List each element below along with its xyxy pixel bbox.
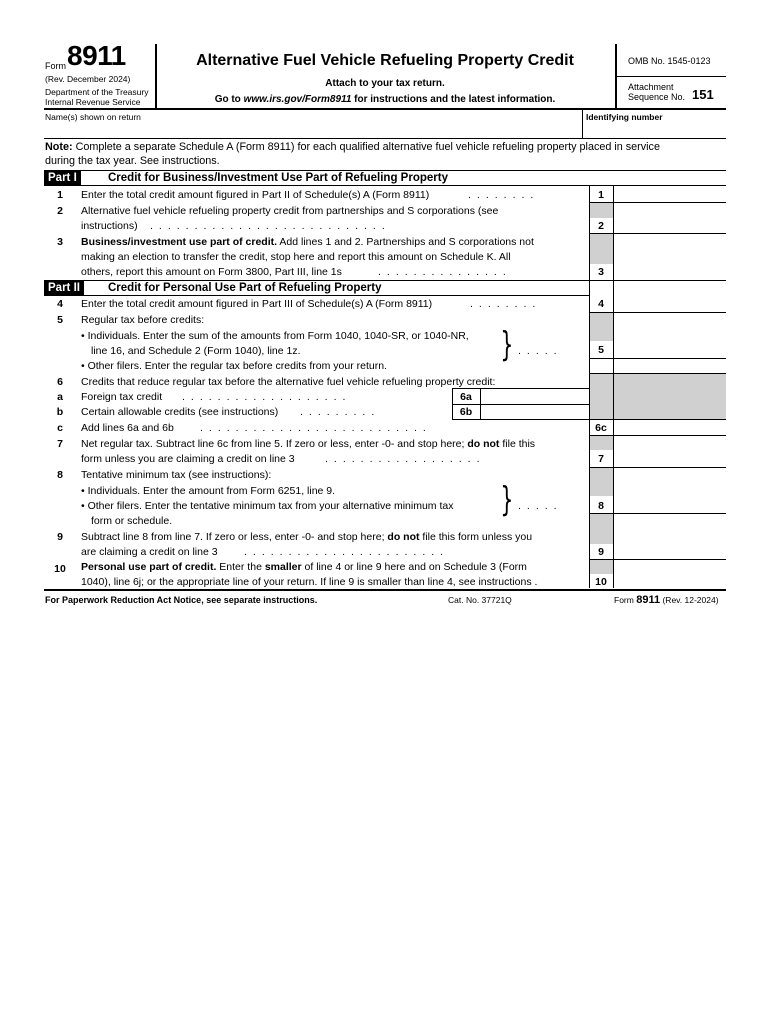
line-2-amount-field[interactable] <box>615 218 725 233</box>
line-4-box-label: 4 <box>598 298 604 310</box>
note-line-1: Note: Complete a separate Schedule A (Form 8911) for each qualified alternative fuel vehicle refueling property placed in service <box>45 141 660 153</box>
line-6a-amount-field[interactable] <box>482 389 588 403</box>
line-5-text: Regular tax before credits: <box>81 314 205 326</box>
sequence-number: 151 <box>692 87 714 102</box>
line-10-box-label: 10 <box>595 576 607 588</box>
note-line-2: during the tax year. See instructions. <box>45 155 220 167</box>
line-3-amount-field[interactable] <box>615 265 725 280</box>
omb-number: OMB No. 1545-0123 <box>628 56 711 66</box>
line-7-text-2: form unless you are claiming a credit on line 3 <box>81 453 295 465</box>
part-2-label: Part II <box>44 281 84 295</box>
irs-url-link[interactable]: www.irs.gov/Form8911 <box>243 94 352 105</box>
identifying-number-field[interactable] <box>586 122 724 136</box>
line-5-brace: } <box>500 325 514 365</box>
line-9-number: 9 <box>57 531 63 543</box>
line-6b-letter: b <box>56 406 64 418</box>
footer-form-id: Form 8911 (Rev. 12-2024) <box>614 594 719 606</box>
line-4-number: 4 <box>57 298 63 310</box>
line-7-text-1: Net regular tax. Subtract line 6c from line 5. If zero or less, enter -0- and stop here; do not file this <box>81 438 536 450</box>
line-3-text-3: others, report this amount on Form 3800, Part III, line 1s <box>81 266 342 278</box>
line-1-number: 1 <box>57 189 63 201</box>
line-8-bullet-2b: form or schedule. <box>91 515 173 527</box>
line-5-number: 5 <box>57 314 63 326</box>
line-1-amount-field[interactable] <box>615 186 725 202</box>
part-1-title: Credit for Business/Investment Use Part of Refueling Property <box>108 172 448 184</box>
line-10-text-2: 1040), line 6j; or the appropriate line of your return. If line 9 is smaller than line 4, see instructions . <box>81 576 538 588</box>
line-6b-text: Certain allowable credits (see instructions) <box>81 406 279 418</box>
goto-instruction: Go to www.irs.gov/Form8911 for instructions and the latest information. <box>214 94 556 105</box>
form-title: Alternative Fuel Vehicle Refueling Property Credit <box>196 52 574 69</box>
attachment-label: Attachment <box>628 82 674 92</box>
line-6-number: 6 <box>57 376 63 388</box>
line-10-text-1: Personal use part of credit. Enter the smaller of line 4 or line 9 here and on Schedule 3 (Form <box>81 561 527 573</box>
line-5-box-label: 5 <box>598 344 604 356</box>
line-4-leader: ........ <box>470 298 542 310</box>
line-6a-box-label: 6a <box>460 391 472 403</box>
line-2-number: 2 <box>57 205 63 217</box>
line-6c-amount-field[interactable] <box>615 420 725 435</box>
line-6a-letter: a <box>57 391 63 403</box>
line-6c-text: Add lines 6a and 6b <box>81 422 174 434</box>
part-1-label: Part I <box>44 171 81 185</box>
line-7-leader: .................. <box>325 453 486 465</box>
line-10-amount-field[interactable] <box>615 574 725 588</box>
line-3-text-2: making an election to transfer the credit, stop here and report this amount on Schedule K. All <box>81 251 511 263</box>
part-2-title: Credit for Personal Use Part of Refueling Property <box>108 282 382 294</box>
identifying-number-label: Identifying number <box>586 112 663 122</box>
line-9-amount-field[interactable] <box>615 544 725 559</box>
names-label: Name(s) shown on return <box>45 112 141 122</box>
line-5-bullet-1b: line 16, and Schedule 2 (Form 1040), line 1z. <box>91 345 301 357</box>
line-9-text-1: Subtract line 8 from line 7. If zero or less, enter -0- and stop here; do not file this form unless you <box>81 531 533 543</box>
line-7-amount-field[interactable] <box>615 451 725 467</box>
line-8-brace: } <box>500 480 514 520</box>
line-1-text: Enter the total credit amount figured in Part II of Schedule(s) A (Form 8911) <box>81 189 430 201</box>
line-3-box-label: 3 <box>598 266 604 278</box>
line-8-bullet-1: • Individuals. Enter the amount from Form 6251, line 9. <box>81 485 336 497</box>
line-6c-box-label: 6c <box>595 422 607 434</box>
form-number: 8911 <box>67 40 126 71</box>
line-7-number: 7 <box>57 438 63 450</box>
line-6-text: Credits that reduce regular tax before the alternative fuel vehicle refueling property credit: <box>81 376 496 388</box>
catalog-number: Cat. No. 37721Q <box>448 595 512 605</box>
line-8-bullet-2a: • Other filers. Enter the tentative minimum tax from your alternative minimum tax <box>81 500 454 512</box>
line-6c-letter: c <box>57 422 63 434</box>
department-line-2: Internal Revenue Service <box>45 97 141 107</box>
line-9-text-2: are claiming a credit on line 3 <box>81 546 218 558</box>
line-3-text-1: Business/investment use part of credit. Add lines 1 and 2. Partnerships and S corporations not <box>81 236 534 248</box>
line-4-text: Enter the total credit amount figured in Part III of Schedule(s) A (Form 8911) <box>81 298 433 310</box>
line-4-amount-field[interactable] <box>615 296 725 312</box>
line-7-box-label: 7 <box>598 453 604 465</box>
line-6b-leader: ......... <box>300 406 381 418</box>
line-10-number: 10 <box>54 563 66 575</box>
line-8-text: Tentative minimum tax (see instructions): <box>81 469 272 481</box>
line-8-number: 8 <box>57 469 63 481</box>
line-5-bullet-2: • Other filers. Enter the regular tax before credits from your return. <box>81 360 387 372</box>
line-2-text-2: instructions) <box>81 220 138 232</box>
line-6a-text: Foreign tax credit <box>81 391 163 403</box>
line-2-text-1: Alternative fuel vehicle refueling property credit from partnerships and S corporations (see <box>81 205 499 217</box>
line-6b-box-label: 6b <box>459 406 473 418</box>
department-line-1: Department of the Treasury <box>45 87 149 97</box>
line-2-leader: ........................... <box>150 220 391 232</box>
line-6b-amount-field[interactable] <box>482 405 588 419</box>
line-9-box-label: 9 <box>598 546 604 558</box>
line-8-amount-field[interactable] <box>615 497 725 513</box>
sequence-label: Sequence No. <box>628 92 686 102</box>
attach-instruction: Attach to your tax return. <box>325 78 445 89</box>
line-3-leader: ............... <box>378 266 512 278</box>
line-8-leader: ..... <box>518 500 563 512</box>
line-5-leader: ..... <box>518 345 563 357</box>
line-6a-leader: ................... <box>182 391 352 403</box>
line-6c-leader: .......................... <box>200 422 432 434</box>
form-word: Form <box>45 61 66 71</box>
line-9-leader: ....................... <box>244 546 450 558</box>
paperwork-notice: For Paperwork Reduction Act Notice, see separate instructions. <box>45 595 318 605</box>
line-8-box-label: 8 <box>598 500 604 512</box>
line-1-leader: ........ <box>468 189 540 201</box>
names-field[interactable] <box>45 122 580 136</box>
line-5-amount-field[interactable] <box>615 342 725 358</box>
revision-date: (Rev. December 2024) <box>45 74 131 84</box>
line-5-bullet-1a: • Individuals. Enter the sum of the amounts from Form 1040, 1040-SR, or 1040-NR, <box>81 330 469 342</box>
line-3-number: 3 <box>57 236 63 248</box>
line-2-box-label: 2 <box>598 220 604 232</box>
line-1-box-label: 1 <box>598 189 604 201</box>
